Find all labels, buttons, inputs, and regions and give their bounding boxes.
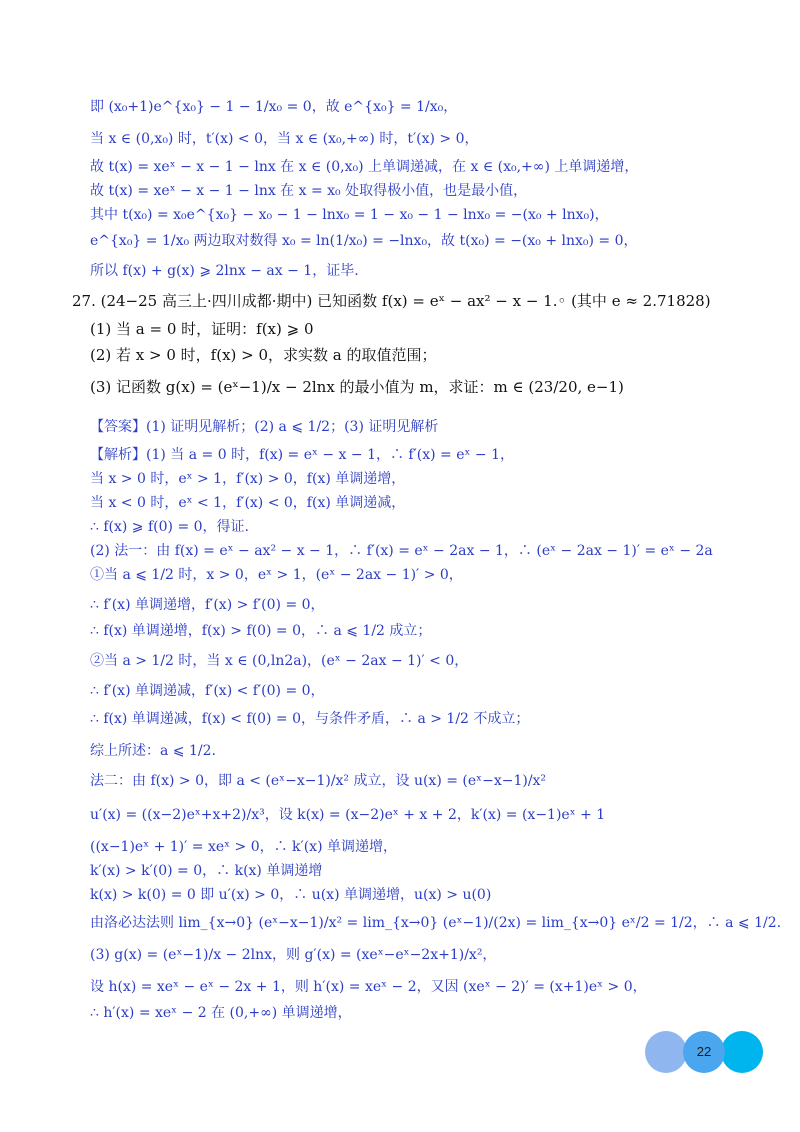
solution-line: k′(x) > k′(0) = 0，∴ k(x) 单调递增: [90, 863, 323, 879]
solution-line: ∴ f′(x) 单调递增，f′(x) > f′(0) = 0，: [90, 597, 325, 613]
solution-line: u′(x) = ((x−2)eˣ+x+2)/x³，设 k(x) = (x−2)eˣ + x + 2，k′(x) = (x−1)eˣ + 1: [90, 807, 606, 823]
solution-line: (3) g(x) = (eˣ−1)/x − 2lnx，则 g′(x) = (xeˣ−eˣ−2x+1)/x²，: [90, 947, 497, 963]
solution-line: ∴ f(x) 单调递增，f(x) > f(0) = 0，∴ a ⩽ 1/2 成立；: [90, 623, 432, 639]
solution-line: 法二：由 f(x) > 0，即 a < (eˣ−x−1)/x² 成立，设 u(x) = (eˣ−x−1)/x²: [90, 773, 547, 789]
solution-line: 综上所述：a ⩽ 1/2.: [90, 743, 216, 759]
solution-line: (2) 法一：由 f(x) = eˣ − ax² − x − 1，∴ f′(x) = eˣ − 2ax − 1，∴ (eˣ − 2ax − 1)′ = eˣ − 2a: [90, 543, 713, 559]
solution-line: 当 x < 0 时，eˣ < 1，f′(x) < 0，f(x) 单调递减，: [90, 495, 406, 511]
solution-line: 其中 t(x₀) = x₀e^{x₀} − x₀ − 1 − lnx₀ = 1 − x₀ − 1 − lnx₀ = −(x₀ + lnx₀)，: [90, 207, 609, 223]
page-number-badge: [645, 1031, 765, 1075]
solution-line: 由洛必达法则 lim_{x→0} (eˣ−x−1)/x² = lim_{x→0} (eˣ−1)/(2x) = lim_{x→0} eˣ/2 = 1/2，∴ a ⩽ 1/2.: [90, 915, 782, 931]
page-number: 22: [696, 1044, 712, 1059]
question-line: (2) 若 x > 0 时，f(x) > 0，求实数 a 的取值范围；: [90, 346, 437, 364]
solution-line: ∴ f(x) ⩾ f(0) = 0，得证.: [90, 519, 249, 535]
decor-circle: [721, 1031, 763, 1073]
solution-line: ∴ f′(x) 单调递减，f′(x) < f′(0) = 0，: [90, 683, 325, 699]
solution-line: ①当 a ⩽ 1/2 时，x > 0，eˣ > 1，(eˣ − 2ax − 1)′ > 0，: [90, 567, 463, 583]
question-line: 27. (24−25 高三上·四川成都·期中) 已知函数 f(x) = eˣ − ax² − x − 1.◦ (其中 e ≈ 2.71828): [72, 292, 711, 310]
decor-circle: [645, 1031, 687, 1073]
solution-line: 故 t(x) = xeˣ − x − 1 − lnx 在 x ∈ (0,x₀) 上单调递减，在 x ∈ (x₀,+∞) 上单调递增，: [90, 159, 639, 175]
solution-line: 当 x > 0 时，eˣ > 1，f′(x) > 0，f(x) 单调递增，: [90, 471, 406, 487]
question-line: (1) 当 a = 0 时，证明：f(x) ⩾ 0: [90, 320, 314, 338]
solution-line: ((x−1)eˣ + 1)′ = xeˣ > 0，∴ k′(x) 单调递增，: [90, 839, 397, 855]
solution-line: e^{x₀} = 1/x₀ 两边取对数得 x₀ = ln(1/x₀) = −lnx₀，故 t(x₀) = −(x₀ + lnx₀) = 0，: [90, 233, 638, 249]
solution-line: 【答案】(1) 证明见解析；(2) a ⩽ 1/2；(3) 证明见解析: [90, 419, 439, 435]
solution-line: 故 t(x) = xeˣ − x − 1 − lnx 在 x = x₀ 处取得极小值，也是最小值，: [90, 183, 528, 199]
solution-line: 【解析】(1) 当 a = 0 时，f(x) = eˣ − x − 1，∴ f′(x) = eˣ − 1，: [90, 447, 514, 463]
solution-line: 当 x ∈ (0,x₀) 时，t′(x) < 0，当 x ∈ (x₀,+∞) 时，t′(x) > 0，: [90, 131, 479, 147]
question-line: (3) 记函数 g(x) = (eˣ−1)/x − 2lnx 的最小值为 m，求证：m ∈ (23/20, e−1): [90, 378, 624, 396]
solution-line: k(x) > k(0) = 0 即 u′(x) > 0，∴ u(x) 单调递增，u(x) > u(0): [90, 887, 492, 903]
solution-line: 设 h(x) = xeˣ − eˣ − 2x + 1，则 h′(x) = xeˣ − 2，又因 (xeˣ − 2)′ = (x+1)eˣ > 0，: [90, 979, 647, 995]
solution-line: 即 (x₀+1)e^{x₀} − 1 − 1/x₀ = 0，故 e^{x₀} = 1/x₀，: [90, 99, 458, 115]
solution-line: ∴ h′(x) = xeˣ − 2 在 (0,+∞) 单调递增，: [90, 1005, 352, 1021]
solution-line: ∴ f(x) 单调递减，f(x) < f(0) = 0，与条件矛盾，∴ a > 1/2 不成立；: [90, 711, 530, 727]
solution-line: 所以 f(x) + g(x) ⩾ 2lnx − ax − 1，证毕.: [90, 263, 359, 279]
solution-line: ②当 a > 1/2 时，当 x ∈ (0,ln2a)，(eˣ − 2ax − 1)′ < 0，: [90, 653, 469, 669]
